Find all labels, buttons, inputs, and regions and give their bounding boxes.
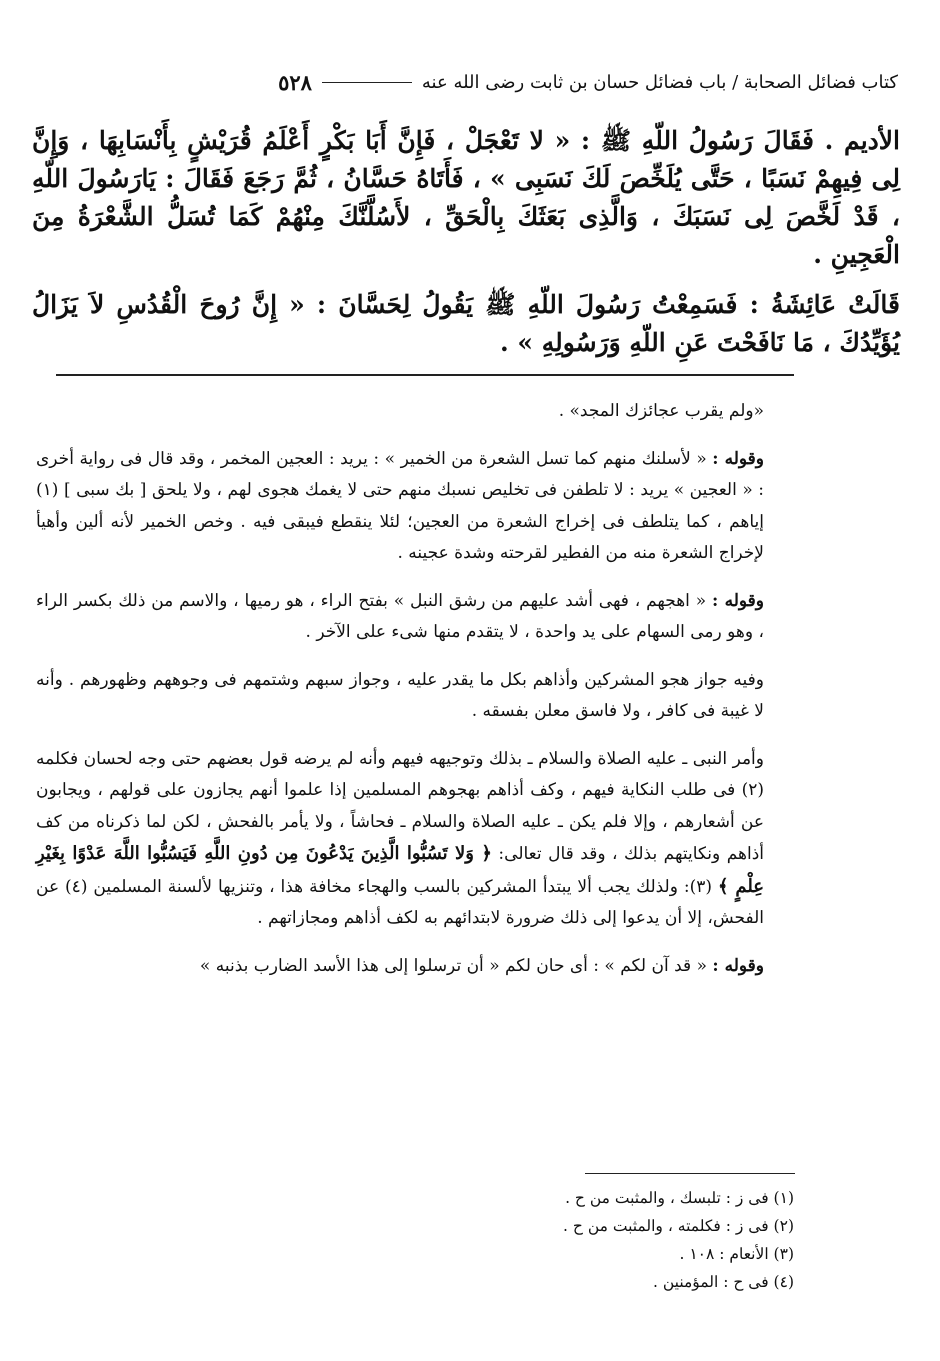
footnote: (٤) فى ح : المؤمنين . <box>652 1273 794 1291</box>
footnote: (١) فى ز : تلبسك ، والمثبت من ح . <box>565 1189 794 1207</box>
page-number: ٥٢٨ <box>278 69 312 95</box>
running-title: كتاب فضائل الصحابة / باب فضائل حسان بن ثابت رضى الله عنه <box>421 71 898 93</box>
running-header <box>34 62 898 102</box>
hadith-paragraph: الأديم . فَقَالَ رَسُولُ اللّهِ ﷺ : « لا تَعْجَلْ ، فَإِنَّ أَبَا بَكْرٍ أَعْلَمُ قُرَيْشٍ بِأَنْسَابِهَا ، وَإِنَّ لِى فِيهِمْ نَسَبًا ، حَتَّى يُلَخِّصَ لَكَ نَسَبِى » ، فَأَتَاهُ حَسَّانُ ، ثُمَّ رَجَعَ فَقَالَ : يَارَسُولَ اللّهِ ، قَدْ لَخَّصَ لِى نَسَبَكَ ، وَالَّذِى بَعَثَكَ بِالْحَقِّ ، لأَسُلَّنَّكَ مِنْهُمْ كَمَا تُسَلُّ الشَّعْرَةُ مِنَ الْعَجِينِ . <box>32 126 900 269</box>
commentary-paragraph: «ولم يقرب عجائزك المجد» . <box>558 401 764 421</box>
commentary-paragraph <box>36 444 792 570</box>
footnotes <box>394 1184 794 1296</box>
commentary-paragraph: وفيه جواز هجو المشركين وأذاهم بكل ما يقدر عليه ، وجواز سبهم وشتمهم فى وجوههم وظهورهم . وأنه لا غيبة فى كافر ، ولا فاسق معلن بفسقه . <box>36 669 764 721</box>
footnote: (٣) الأنعام : ١٠٨ . <box>679 1245 794 1263</box>
lead-phrase: وقوله : <box>711 590 765 611</box>
footnote-divider <box>585 1173 795 1174</box>
commentary-text <box>36 396 792 998</box>
paragraph-body: وأمر النبى ـ عليه الصلاة والسلام ـ بذلك وتوجيهه فيهم وأنه لم يرضه قول بعضهم حتى وجه لحسان فكلمه (٢) فى طلب النكاية فيهم ، وكف أذاهم بهجوهم المسلمين إذا علموا أنهم يجازون على قولهم ، ويجابون عن أشعارهم ، وإلا فلم يكن ـ عليه الصلاة والسلام ـ فحاشاً ، ولا يأمر بالفحش ، لكن لما ذكرناه من كف أذاهم ونكايتهم بذلك ، وقد قال تعالى: <box>36 748 765 864</box>
section-divider <box>56 374 794 376</box>
lead-phrase: وقوله : <box>712 955 764 976</box>
lead-phrase: وقوله : <box>712 448 765 469</box>
paragraph-body: « قد آن لكم » : أى حان لكم « أن ترسلوا إلى هذا الأسد الضارب بذنبه » <box>199 955 707 976</box>
paragraph-body: « لأسلنك منهم كما تسل الشعرة من الخمير » : يريد : العجين المخمر ، وقد قال فى رواية أخرى : « العجين » يريد : لا تلطفن فى تخليص نسبك منهم حتى لا يغمك هجوى لهم ، ولا يلحق [ بك سبى ] (١) إياهم ، كما يتلطف فى إخراج الشعرة من العجين؛ لئلا ينقطع فيبقى فيه . وخص الخمير لأنه ألين وأهيأ لإخراج الشعرة منه من الفطير لقرحته وشدة عجينه . <box>36 448 764 563</box>
commentary-paragraph <box>36 586 792 649</box>
hadith-paragraph: قَالَتْ عَائِشَةُ : فَسَمِعْتُ رَسُولَ اللّهِ ﷺ يَقُولُ لِحَسَّانَ : « إِنَّ رُوحَ الْقُدُسِ لاَ يَزَالُ يُؤَيِّدُكَ ، مَا نَافَحْتَ عَنِ اللّهِ وَرَسُولِهِ » . <box>32 290 900 357</box>
paragraph-body: « اهجهم ، فهى أشد عليهم من رشق النبل » بفتح الراء ، هو رميها ، والاسم من ذلك بكسر الراء ، وهو رمى السهام على يد واحدة ، لا يتقدم منها شىء على الآخر . <box>36 590 764 642</box>
commentary-paragraph <box>36 951 792 983</box>
header-rule <box>322 82 412 83</box>
paragraph-body: (٣): ولذلك يجب ألا يبتدأ المشركين بالسب والهجاء مخافة هذا ، وتنزيها لألسنة المسلمين (٤) عن الفحش، إلا أن يدعوا إلى ذلك ضرورة لابتدائهم به لكف أذاهم ومجازاتهم . <box>36 876 764 928</box>
footnote: (٢) فى ز : فكلمته ، والمثبت من ح . <box>563 1217 794 1235</box>
commentary-paragraph <box>36 744 792 935</box>
hadith-text <box>32 122 900 374</box>
quran-verse: ﴿ وَلا تَسُبُّوا الَّذِينَ يَدْعُونَ مِن دُونِ اللَّهِ فَيَسُبُّوا اللَّهَ عَدْوًا بِغَيْرِ عِلْمٍ ﴾ <box>36 843 765 897</box>
